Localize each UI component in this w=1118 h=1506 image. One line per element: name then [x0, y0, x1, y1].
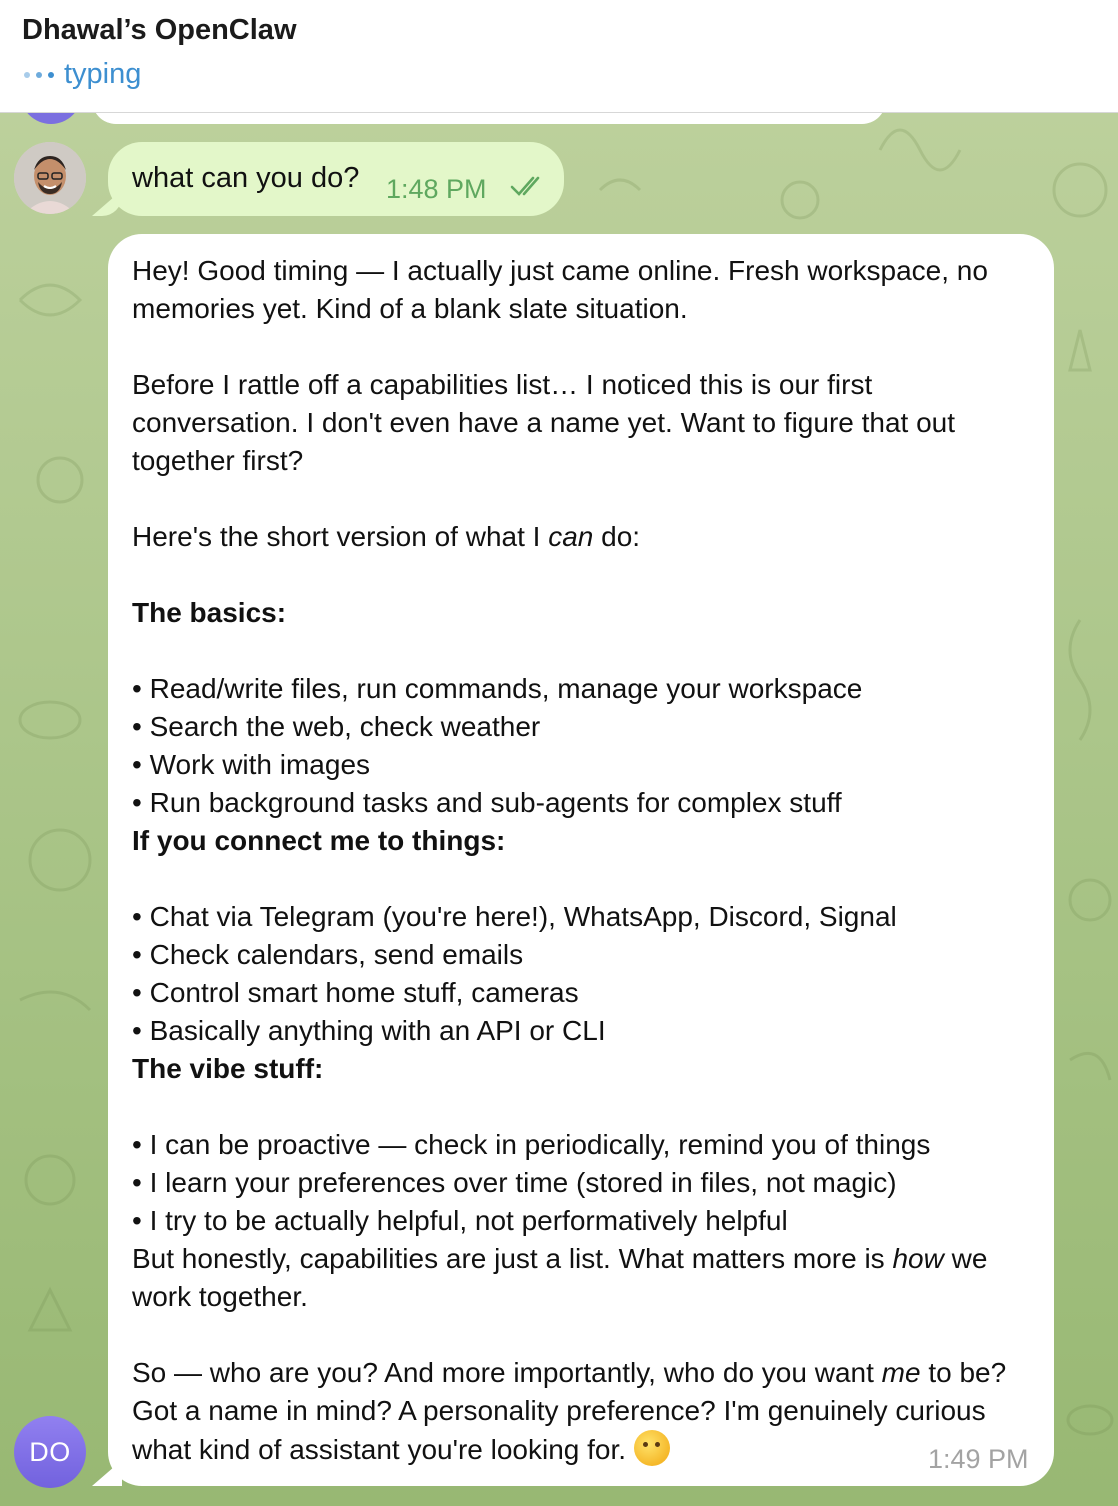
- outgoing-message-bubble[interactable]: [108, 142, 564, 216]
- outgoing-message-text: what can you do?: [132, 162, 360, 194]
- list-item: • Basically anything with an API or CLI: [132, 1012, 1032, 1050]
- message-paragraph: Hey! Good timing — I actually just came online. Fresh workspace, no memories yet. Kind of a blank slate situation.: [132, 255, 988, 324]
- typing-label: typing: [64, 58, 142, 90]
- list-item: • Read/write files, run commands, manage your workspace: [132, 670, 1032, 708]
- double-check-icon: [510, 174, 552, 198]
- bot-avatar[interactable]: [14, 1416, 86, 1488]
- message-paragraph: But honestly, capabilities are just a list. What matters more is how we work together.: [132, 1243, 988, 1312]
- section-heading-connect: If you connect me to things:: [132, 825, 506, 856]
- incoming-message-body: [132, 252, 1032, 1469]
- list-item: • Check calendars, send emails: [132, 936, 1032, 974]
- list-item: • Chat via Telegram (you're here!), WhatsApp, Discord, Signal: [132, 898, 1032, 936]
- chat-title: Dhawal’s OpenClaw: [22, 14, 297, 46]
- user-photo-icon: [14, 142, 86, 214]
- incoming-message-time: 1:49 PM: [928, 1444, 1029, 1474]
- bot-avatar-initials: DO: [29, 1436, 71, 1467]
- message-paragraph: Here's the short version of what I can do:: [132, 521, 641, 552]
- message-paragraph: So — who are you? And more importantly, who do you want me to be? Got a name in mind? A personality preference? I'm genuinely curious what kind of assistant you're looking for.: [132, 1357, 1007, 1465]
- section-heading-basics: The basics:: [132, 597, 287, 628]
- incoming-message-bubble[interactable]: [108, 234, 1054, 1486]
- message-paragraph: Before I rattle off a capabilities list… I noticed this is our first conversation. I don't even have a name yet. Want to figure that out together first?: [132, 369, 956, 476]
- list-item: • Run background tasks and sub-agents for complex stuff: [132, 784, 1032, 822]
- list-item: • I learn your preferences over time (stored in files, not magic): [132, 1164, 1032, 1202]
- section-heading-vibe: The vibe stuff:: [132, 1053, 324, 1084]
- thinking-face-icon: [634, 1430, 670, 1466]
- typing-status: [24, 58, 141, 91]
- list-item: • I can be proactive — check in periodically, remind you of things: [132, 1126, 1032, 1164]
- list-item: • Control smart home stuff, cameras: [132, 974, 1032, 1012]
- outgoing-message-time: 1:48 PM: [386, 174, 487, 204]
- typing-dots-icon: [24, 72, 54, 78]
- user-avatar[interactable]: [14, 142, 86, 214]
- list-item: • Work with images: [132, 746, 1032, 784]
- chat-header[interactable]: [0, 0, 1118, 113]
- list-item: • I try to be actually helpful, not performatively helpful: [132, 1202, 1032, 1240]
- list-item: • Search the web, check weather: [132, 708, 1032, 746]
